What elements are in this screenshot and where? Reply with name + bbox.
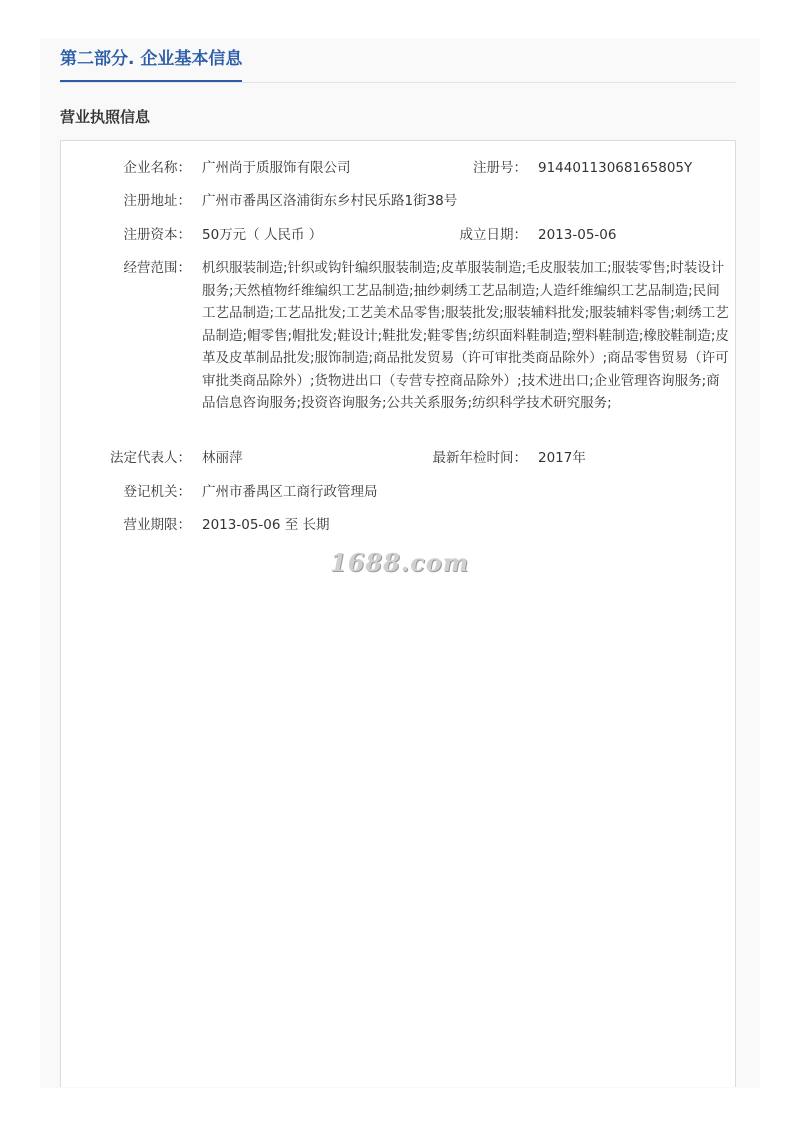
term-value: 2013-05-06 至 长期	[202, 517, 330, 533]
license-heading: 营业执照信息	[60, 108, 151, 126]
company-name-label: 企业名称：	[123, 160, 191, 176]
founded-label: 成立日期：	[459, 227, 527, 243]
reg-no-value: 91440113068165805Y	[538, 160, 693, 176]
address-value: 广州市番禺区洛浦街东乡村民乐路1街38号	[202, 193, 458, 209]
section-title: 第二部分. 企业基本信息	[60, 46, 242, 82]
authority-label: 登记机关：	[123, 484, 191, 500]
legal-rep-value: 林丽萍	[202, 450, 243, 466]
annual-check-value: 2017年	[538, 450, 586, 466]
company-name-value: 广州尚于质服饰有限公司	[202, 160, 351, 176]
legal-rep-label: 法定代表人：	[110, 450, 191, 466]
authority-value: 广州市番禺区工商行政管理局	[202, 484, 378, 500]
section-header	[60, 46, 736, 83]
term-label: 营业期限：	[123, 517, 191, 533]
capital-value: 50万元（ 人民币 ）	[202, 227, 323, 243]
license-info-box	[60, 140, 736, 1087]
address-label: 注册地址：	[123, 193, 191, 209]
reg-no-label: 注册号：	[473, 160, 527, 176]
scope-label: 经营范围：	[123, 260, 191, 276]
annual-check-label: 最新年检时间：	[432, 450, 527, 466]
capital-label: 注册资本：	[123, 227, 191, 243]
founded-value: 2013-05-06	[538, 227, 617, 243]
watermark-logo: 1688.com	[330, 548, 470, 577]
scope-value: 机织服装制造;针织或钩针编织服装制造;皮革服装制造;毛皮服装加工;服装零售;时装设计服务;天然植物纤维编织工艺品制造;抽纱刺绣工艺品制造;人造纤维编织工艺品制造;民间工艺品制造;工艺品批发;工艺美术品零售;服装批发;服装辅料批发;服装辅料零售;刺绣工艺品制造;帽零售;帽批发;鞋设计;鞋批发;鞋零售;纺织面料鞋制造;塑料鞋制造;橡胶鞋制造;皮革及皮革制品批发;服饰制造;商品批发贸易（许可审批类商品除外）;商品零售贸易（许可审批类商品除外）;货物进出口（专营专控商品除外）;技术进出口;企业管理咨询服务;商品信息咨询服务;投资咨询服务;公共关系服务;纺织科学技术研究服务;	[202, 260, 729, 411]
